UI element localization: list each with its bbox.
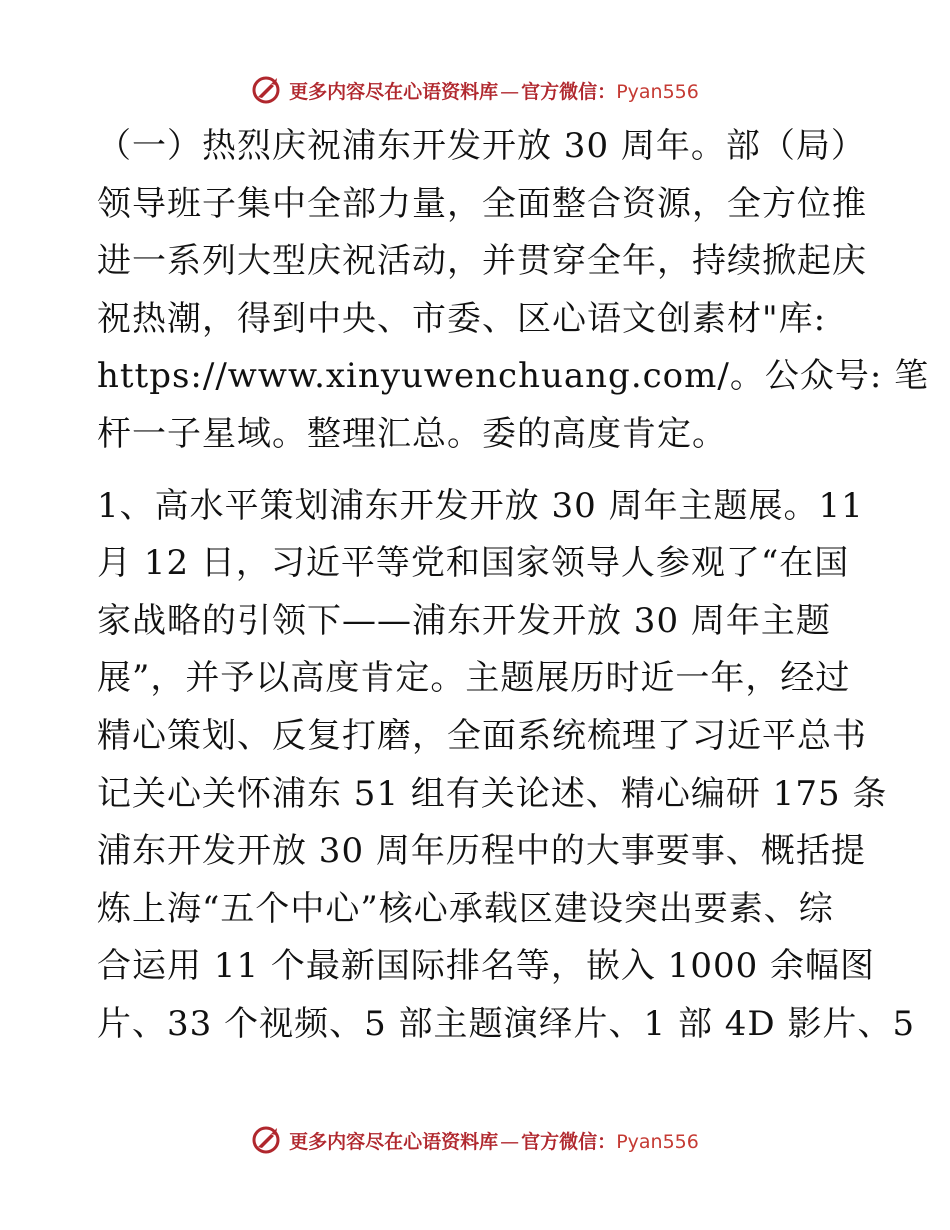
- text-line: （一）热烈庆祝浦东开发开放 30 周年。部（局）: [97, 126, 866, 166]
- text-line: 领导班子集中全部力量，全面整合资源，全方位推: [97, 183, 867, 224]
- quill-pen-logo-icon: [251, 1125, 281, 1155]
- text-line: 记关心关怀浦东 51 组有关论述、精心编研 175 条: [97, 773, 888, 814]
- text-line: 杆一子星域。整理汇总。委的高度肯定。: [97, 413, 727, 454]
- text-line: 片、33 个视频、5 部主题演绎片、1 部 4D 影片、5: [97, 1003, 916, 1044]
- text-line: 精心策划、反复打磨，全面系统梳理了习近平总书: [97, 715, 867, 756]
- text-line: https://www.xinyuwenchuang.com/。公众号: 笔: [97, 356, 930, 397]
- text-line: 展”，并予以高度肯定。主题展历时近一年，经过: [97, 658, 851, 699]
- header-banner: [0, 70, 950, 110]
- text-line: 进一系列大型庆祝活动，并贯穿全年，持续掀起庆: [97, 241, 867, 282]
- text-line: 月 12 日，习近平等党和国家领导人参观了“在国: [97, 543, 850, 584]
- text-line: 合运用 11 个最新国际排名等，嵌入 1000 余幅图: [97, 946, 876, 987]
- header-banner-text: 更多内容尽在心语资料库 — 官方微信：Pyan556: [289, 80, 699, 103]
- paragraph-2: [97, 478, 916, 1054]
- text-line: 炼上海“五个中心”核心承载区建设突出要素、综: [97, 888, 834, 929]
- paragraph-1: [97, 118, 930, 464]
- text-line: 家战略的引领下——浦东开发开放 30 周年主题: [97, 600, 831, 641]
- document-body: [97, 118, 930, 1054]
- footer-banner-text: 更多内容尽在心语资料库 — 官方微信：Pyan556: [289, 1130, 699, 1153]
- quill-pen-logo-icon: [251, 75, 281, 105]
- text-line: 浦东开发开放 30 周年历程中的大事要事、概括提: [97, 831, 866, 872]
- footer-banner: [0, 1120, 950, 1160]
- text-line: 1、高水平策划浦东开发开放 30 周年主题展。11: [97, 485, 864, 526]
- text-line: 祝热潮，得到中央、市委、区心语文创素材"库:: [97, 298, 827, 339]
